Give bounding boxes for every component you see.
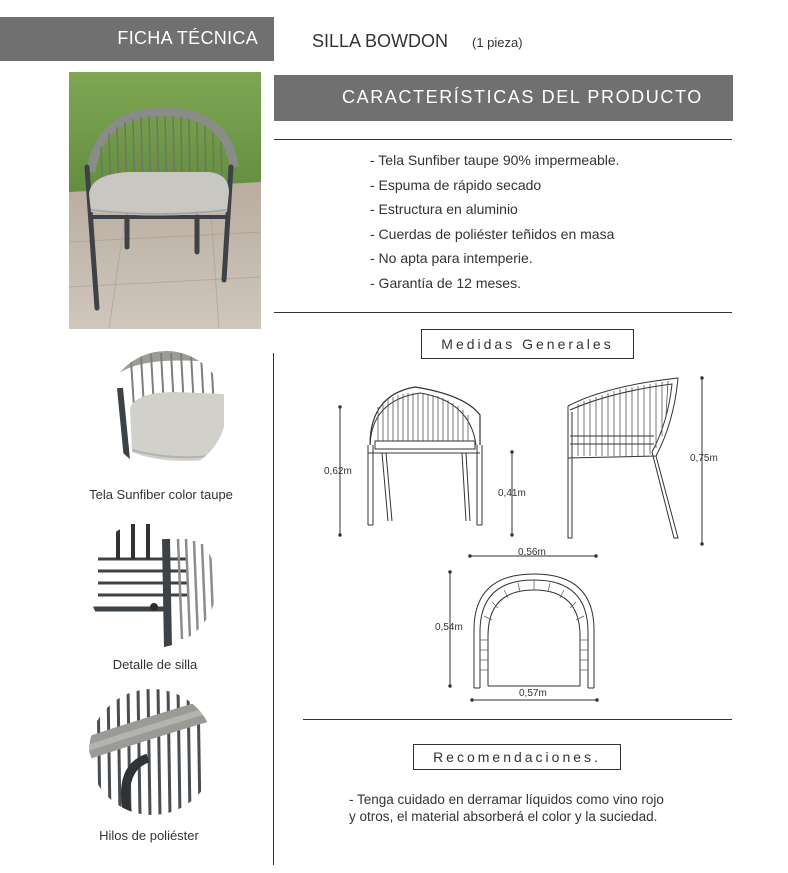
detail-fabric-image	[106, 348, 224, 474]
detail-caption: Hilos de poliéster	[99, 828, 199, 843]
divider-middle	[274, 312, 732, 313]
dimension-front-height: 0,62m	[324, 466, 352, 477]
list-item: - Espuma de rápido secado	[370, 176, 542, 193]
list-item: - Tela Sunfiber taupe 90% impermeable.	[370, 152, 620, 168]
list-item: - Cuerdas de poliéster teñidos en masa	[370, 225, 615, 242]
divider-bottom	[303, 719, 732, 720]
measures-title: Medidas Generales	[421, 329, 634, 359]
recommendation-line: - Tenga cuidado en derramar líquidos como vino rojo	[349, 792, 664, 807]
product-quantity: (1 pieza)	[472, 35, 523, 50]
side-view-drawing	[556, 372, 686, 548]
list-item: - Garantía de 12 meses.	[370, 274, 521, 291]
detail-rope-image	[88, 688, 216, 816]
product-photo	[69, 72, 261, 329]
header-banner	[0, 17, 274, 61]
detail-caption: Tela Sunfiber color taupe	[89, 487, 233, 502]
dimension-side-height: 0,75m	[690, 453, 718, 464]
detail-chair-image	[88, 519, 218, 649]
characteristics-banner	[274, 75, 733, 121]
document-type-title: FICHA TÉCNICA	[117, 28, 258, 48]
dimension-front-width: 0,56m	[518, 547, 546, 558]
recommendations-title: Recomendaciones.	[413, 744, 621, 770]
divider-top	[274, 139, 732, 140]
product-name: SILLA BOWDON	[312, 31, 449, 51]
dimension-top-width: 0,57m	[519, 688, 547, 699]
dimension-top-depth: 0,54m	[435, 622, 463, 633]
recommendation-line: y otros, el material absorberá el color y la suciedad.	[349, 809, 658, 824]
dimension-seat-height: 0,41m	[498, 488, 526, 499]
characteristics-list	[370, 150, 620, 297]
list-item: - No apta para intemperie.	[370, 250, 533, 266]
recommendations-text	[349, 791, 664, 825]
vertical-divider	[273, 353, 274, 865]
top-view-drawing	[468, 570, 600, 692]
list-item: - Estructura en aluminio	[370, 201, 518, 217]
characteristics-title: CARACTERÍSTICAS DEL PRODUCTO	[342, 87, 703, 107]
detail-caption: Detalle de silla	[112, 657, 198, 672]
